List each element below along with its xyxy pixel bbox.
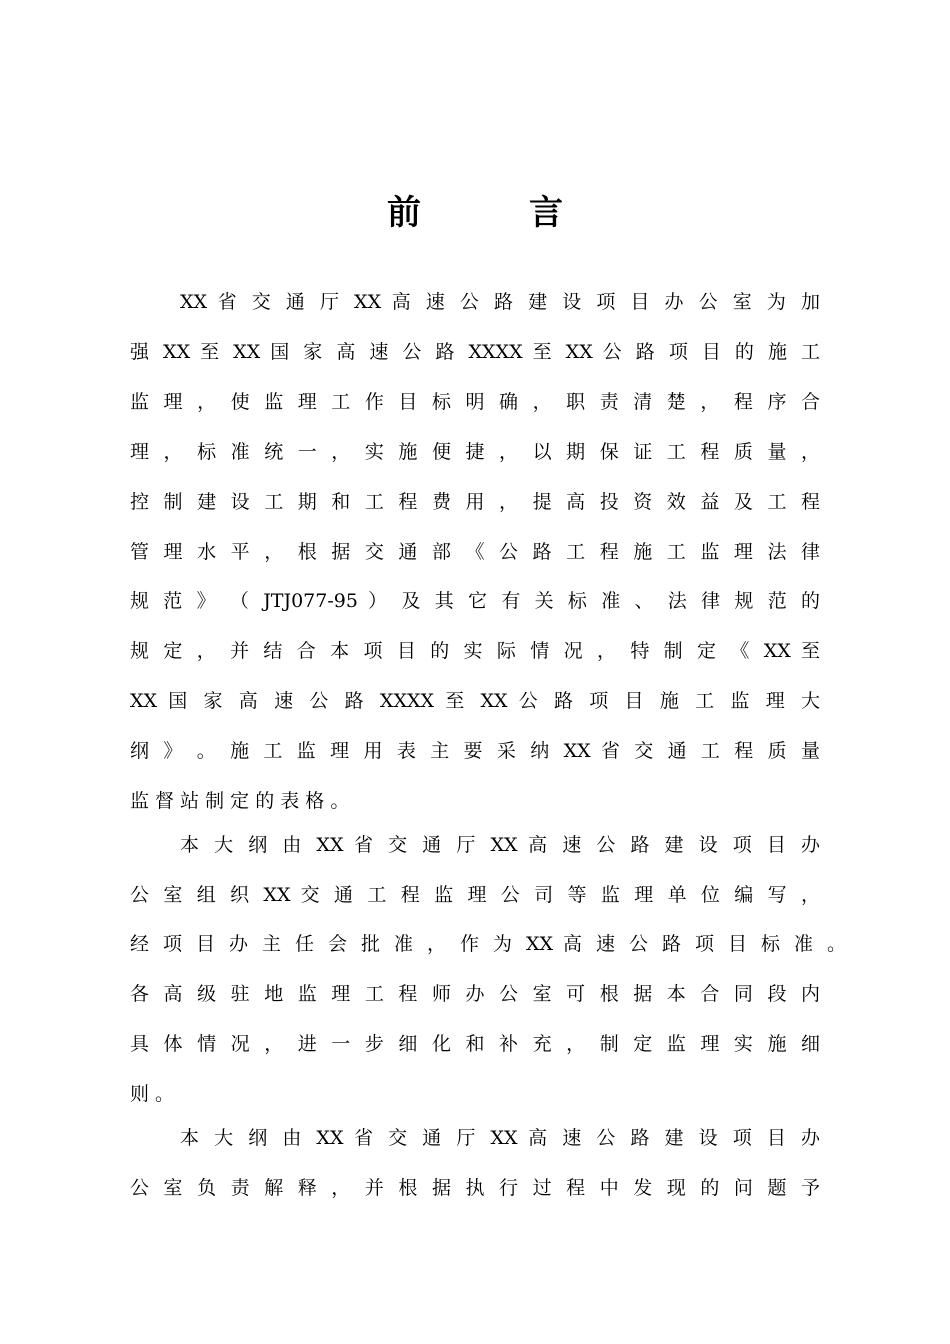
paragraph-1-line-9: XX 国 家 高 速 公 路 XXXX 至 XX 公 路 项 目 施 工 监 理 大 — [130, 690, 820, 712]
paragraph-1-line-11: 监 督 站 制 定 的 表 格 。 — [130, 790, 350, 812]
paragraph-1-line-2: 强 XX 至 XX 国 家 高 速 公 路 XXXX 至 XX 公 路 项 目 的 施 工 — [130, 341, 820, 363]
title-char-1: 前 — [387, 193, 421, 233]
page-title — [0, 188, 950, 238]
paragraph-1-line-8: 规 定 ， 并 结 合 本 项 目 的 实 际 情 况 ， 特 制 定 《 XX 至 — [130, 640, 820, 662]
title-char-2: 言 — [529, 193, 563, 233]
paragraph-2-line-1: 本 大 纲 由 XX 省 交 通 厅 XX 高 速 公 路 建 设 项 目 办 — [180, 834, 820, 856]
paragraph-2-line-2: 公 室 组 织 XX 交 通 工 程 监 理 公 司 等 监 理 单 位 编 写 ， — [130, 884, 820, 906]
paragraph-2-line-3: 经 项 目 办 主 任 会 批 准 ， 作 为 XX 高 速 公 路 项 目 标 准 。 — [130, 933, 846, 955]
paragraph-1-line-3: 监 理 ， 使 监 理 工 作 目 标 明 确 ， 职 责 清 楚 ， 程 序 合 — [130, 391, 820, 413]
paragraph-3-line-1: 本 大 纲 由 XX 省 交 通 厅 XX 高 速 公 路 建 设 项 目 办 — [180, 1127, 820, 1149]
paragraph-1-line-4: 理 ， 标 准 统 一 ， 实 施 便 捷 ， 以 期 保 证 工 程 质 量 ， — [130, 441, 820, 463]
paragraph-1-line-5: 控 制 建 设 工 期 和 工 程 费 用 ， 提 高 投 资 效 益 及 工 程 — [130, 491, 820, 513]
paragraph-3-line-2: 公 室 负 责 解 释 ， 并 根 据 执 行 过 程 中 发 现 的 问 题 予 — [130, 1177, 820, 1199]
paragraph-1-line-1: XX 省 交 通 厅 XX 高 速 公 路 建 设 项 目 办 公 室 为 加 — [180, 291, 820, 313]
paragraph-1-line-10: 纲 》 。 施 工 监 理 用 表 主 要 采 纳 XX 省 交 通 工 程 质 量 — [130, 740, 820, 762]
paragraph-2-line-4: 各 高 级 驻 地 监 理 工 程 师 办 公 室 可 根 据 本 合 同 段 内 — [130, 983, 820, 1005]
paragraph-1-line-6: 管 理 水 平 ， 根 据 交 通 部 《 公 路 工 程 施 工 监 理 法 律 — [130, 541, 820, 563]
paragraph-1-line-7: 规 范 》 （ JTJ077-95 ） 及 其 它 有 关 标 准 、 法 律 规 范 的 — [130, 590, 820, 612]
paragraph-2-line-6: 则 。 — [130, 1083, 175, 1105]
paragraph-2-line-5: 具 体 情 况 ， 进 一 步 细 化 和 补 充 ， 制 定 监 理 实 施 细 — [130, 1033, 820, 1055]
